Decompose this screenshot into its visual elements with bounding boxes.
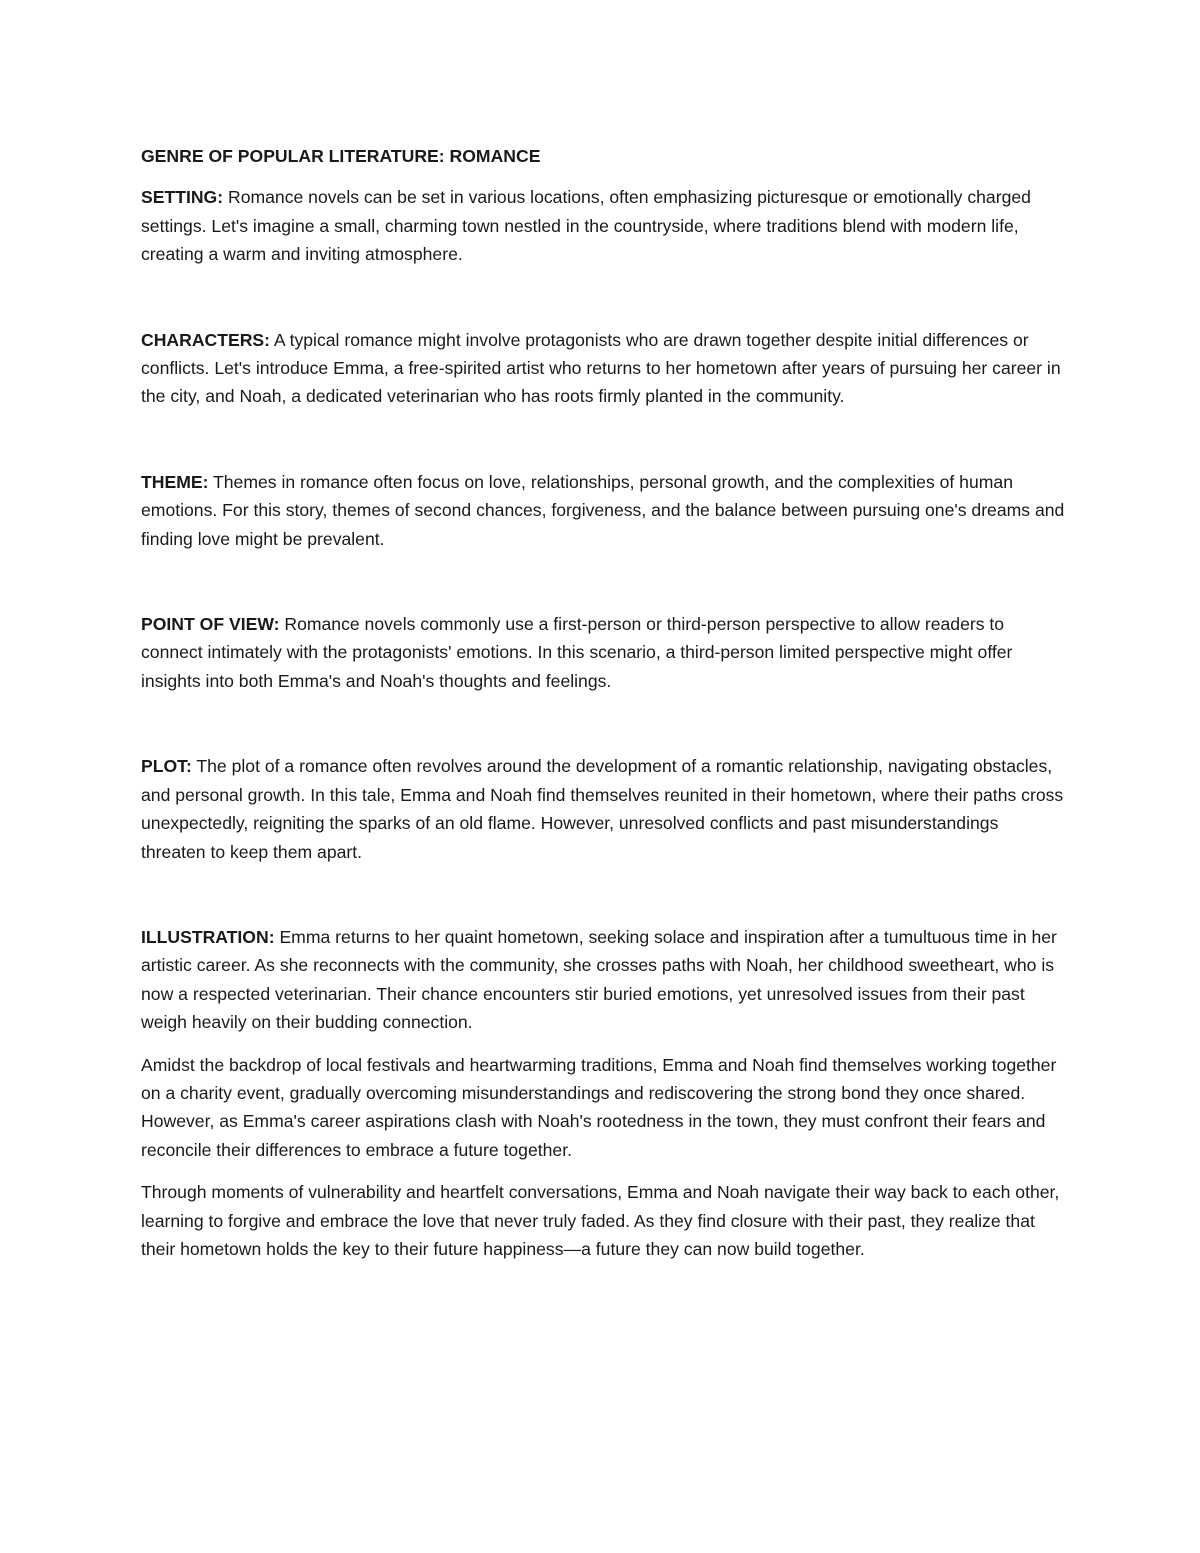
document-body <box>141 142 1066 1263</box>
point-of-view-label: POINT OF VIEW: <box>141 614 280 635</box>
plot-text: The plot of a romance often revolves around the development of a romantic relationship, navigating obstacles, and personal growth. In this tale, Emma and Noah find themselves reunited in their hometown, where their paths cross unexpectedly, reigniting the sparks of an old flame. However, unresolved conflicts and past misunderstandings threaten to keep them apart. <box>141 756 1064 862</box>
characters-text: A typical romance might involve protagonists who are drawn together despite initial differences or conflicts. Let's introduce Emma, a free-spirited artist who returns to her hometown after years of pursuing her career in the city, and Noah, a dedicated veterinarian who has roots firmly planted in the community. <box>141 329 1061 407</box>
plot-label: PLOT: <box>141 756 192 777</box>
theme-paragraph <box>141 468 1066 553</box>
theme-label: THEME: <box>141 471 209 492</box>
illustration-text: Emma returns to her quaint hometown, seeking solace and inspiration after a tumultuous time in her artistic career. As she reconnects with the community, she crosses paths with Noah, her childhood sweetheart, who is now a respected veterinarian. Their chance encounters stir buried emotions, yet unresolved issues from their past weigh heavily on their budding connection. <box>141 926 1057 1033</box>
characters-paragraph <box>141 326 1066 411</box>
document-title: GENRE OF POPULAR LITERATURE: ROMANCE <box>141 146 541 166</box>
illustration-paragraph-3: Through moments of vulnerability and heartfelt conversations, Emma and Noah navigate their way back to each other, learning to forgive and embrace the love that never truly faded. As they find closure with their past, they realize that their hometown holds the key to their future happiness—a future they can now build together. <box>141 1182 1060 1259</box>
theme-text: Themes in romance often focus on love, relationships, personal growth, and the complexities of human emotions. For this story, themes of second chances, forgiveness, and the balance between pursuing one's dreams and finding love might be prevalent. <box>141 471 1065 549</box>
setting-text: Romance novels can be set in various locations, often emphasizing picturesque or emotionally charged settings. Let's imagine a small, charming town nestled in the countryside, where traditions blend with modern life, creating a warm and inviting atmosphere. <box>141 187 1031 265</box>
characters-label: CHARACTERS: <box>141 329 271 350</box>
plot-paragraph <box>141 752 1066 866</box>
point-of-view-text: Romance novels commonly use a first-person or third-person perspective to allow readers to connect intimately with the protagonists' emotions. In this scenario, a third-person limited perspective might offer insights into both Emma's and Noah's thoughts and feelings. <box>141 614 1013 691</box>
illustration-label: ILLUSTRATION: <box>141 926 275 947</box>
illustration-paragraph <box>141 923 1066 1037</box>
illustration-paragraph-2: Amidst the backdrop of local festivals and heartwarming traditions, Emma and Noah find themselves working together on a charity event, gradually overcoming misunderstandings and rediscovering the strong bond they once shared. However, as Emma's career aspirations clash with Noah's rootedness in the town, they must confront their fears and reconcile their differences to embrace a future together. <box>141 1054 1057 1160</box>
setting-label: SETTING: <box>141 187 224 208</box>
point-of-view-paragraph <box>141 610 1066 695</box>
setting-paragraph <box>141 183 1066 268</box>
